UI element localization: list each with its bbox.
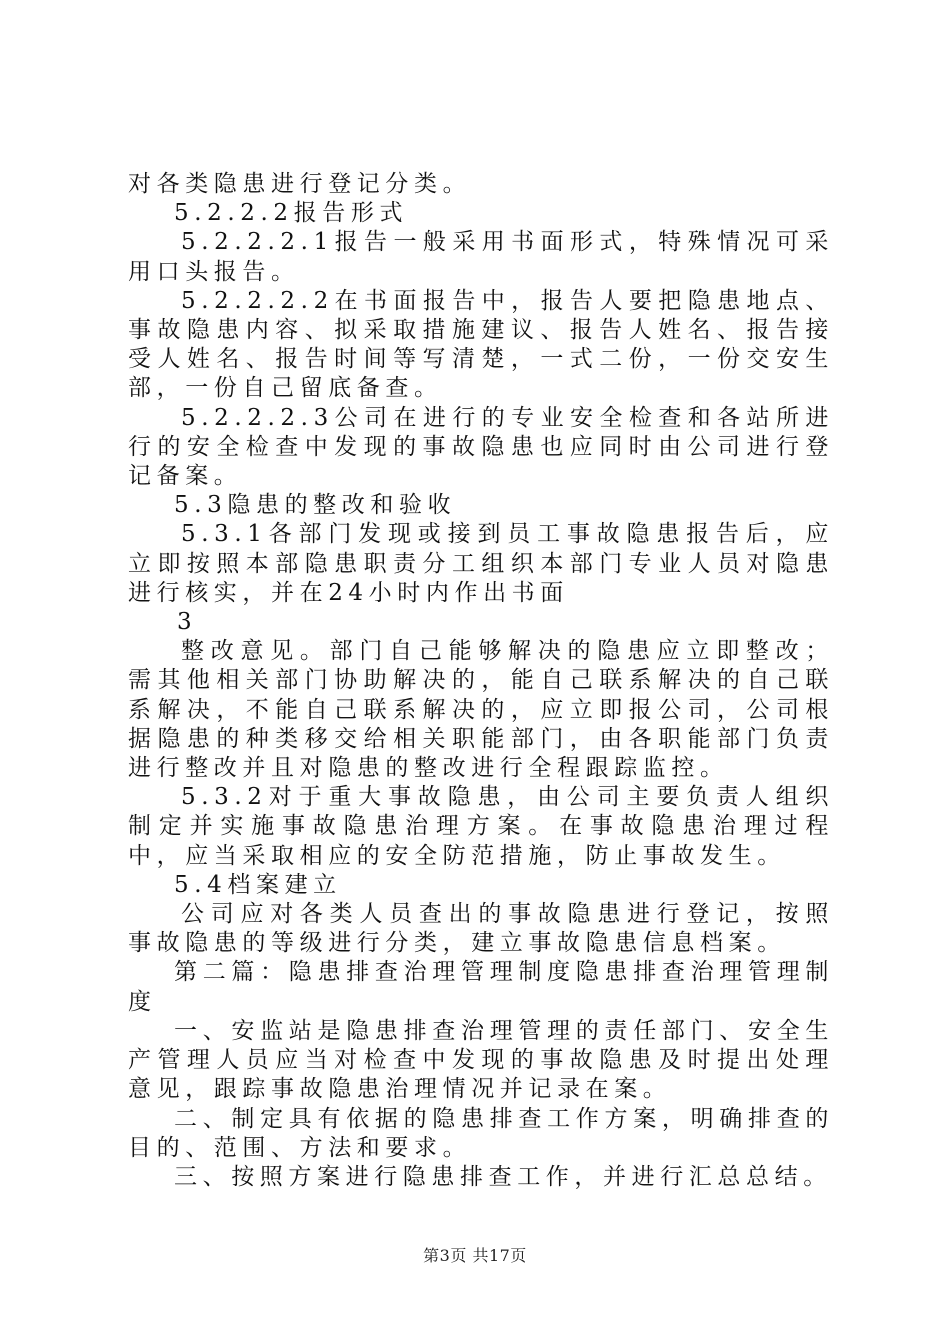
paragraph-item-three: 三、按照方案进行隐患排查工作，并进行汇总总结。	[174, 1163, 832, 1190]
paragraph-5-2-2-2-2: 5.2.2.2.2在书面报告中，报告人要把隐患地点、事故隐患内容、拟采取措施建议、报告人姓名、报告接受人姓名、报告时间等写清楚，一式二份，一份交安生部，一份自己留底备查。	[128, 287, 834, 402]
page-footer: 第3页 共17页	[423, 1246, 527, 1265]
section-heading-5-3: 5.3隐患的整改和验收	[174, 492, 457, 519]
paragraph-item-two: 二、制定具有依据的隐患排查工作方案，明确排查的目的、范围、方法和要求。	[128, 1105, 834, 1161]
paragraph-continuation: 对各类隐患进行登记分类。	[128, 171, 472, 197]
paragraph-archive: 公司应对各类人员查出的事故隐患进行登记，按照事故隐患的等级进行分类，建立事故隐患信息档案。	[128, 901, 834, 957]
paragraph-5-2-2-2-1: 5.2.2.2.1报告一般采用书面形式，特殊情况可采用口头报告。	[128, 229, 834, 285]
chapter-heading-part-two: 第二篇：隐患排查治理管理制度隐患排查治理管理制度	[128, 959, 834, 1015]
paragraph-5-2-2-2-3: 5.2.2.2.3公司在进行的专业安全检查和各站所进行的安全检查中发现的事故隐患也应同时由公司进行登记备案。	[128, 404, 834, 490]
section-heading-5-2-2-2: 5.2.2.2报告形式	[174, 200, 409, 227]
paragraph-item-one: 一、安监站是隐患排查治理管理的责任部门、安全生产管理人员应当对检查中发现的事故隐患及时提出处理意见，跟踪事故隐患治理情况并记录在案。	[128, 1017, 834, 1103]
paragraph-5-3-1: 5.3.1各部门发现或接到员工事故隐患报告后，应立即按照本部隐患职责分工组织本部门专业人员对隐患进行核实，并在24小时内作出书面	[128, 521, 834, 606]
inline-page-number: 3	[177, 609, 192, 636]
document-body	[128, 170, 834, 1192]
paragraph-5-3-2: 5.3.2对于重大事故隐患，由公司主要负责人组织制定并实施事故隐患治理方案。在事故隐患治理过程中，应当采取相应的安全防范措施，防止事故发生。	[128, 784, 834, 869]
paragraph-rectification-opinion: 整改意见。部门自己能够解决的隐患应立即整改；需其他相关部门协助解决的，能自己联系解决的自己联系解决，不能自己联系解决的，应立即报公司，公司根据隐患的种类移交给相关职能部门，由各职能部门负责进行整改并且对隐患的整改进行全程跟踪监控。	[128, 638, 834, 782]
section-heading-5-4: 5.4档案建立	[174, 871, 342, 898]
